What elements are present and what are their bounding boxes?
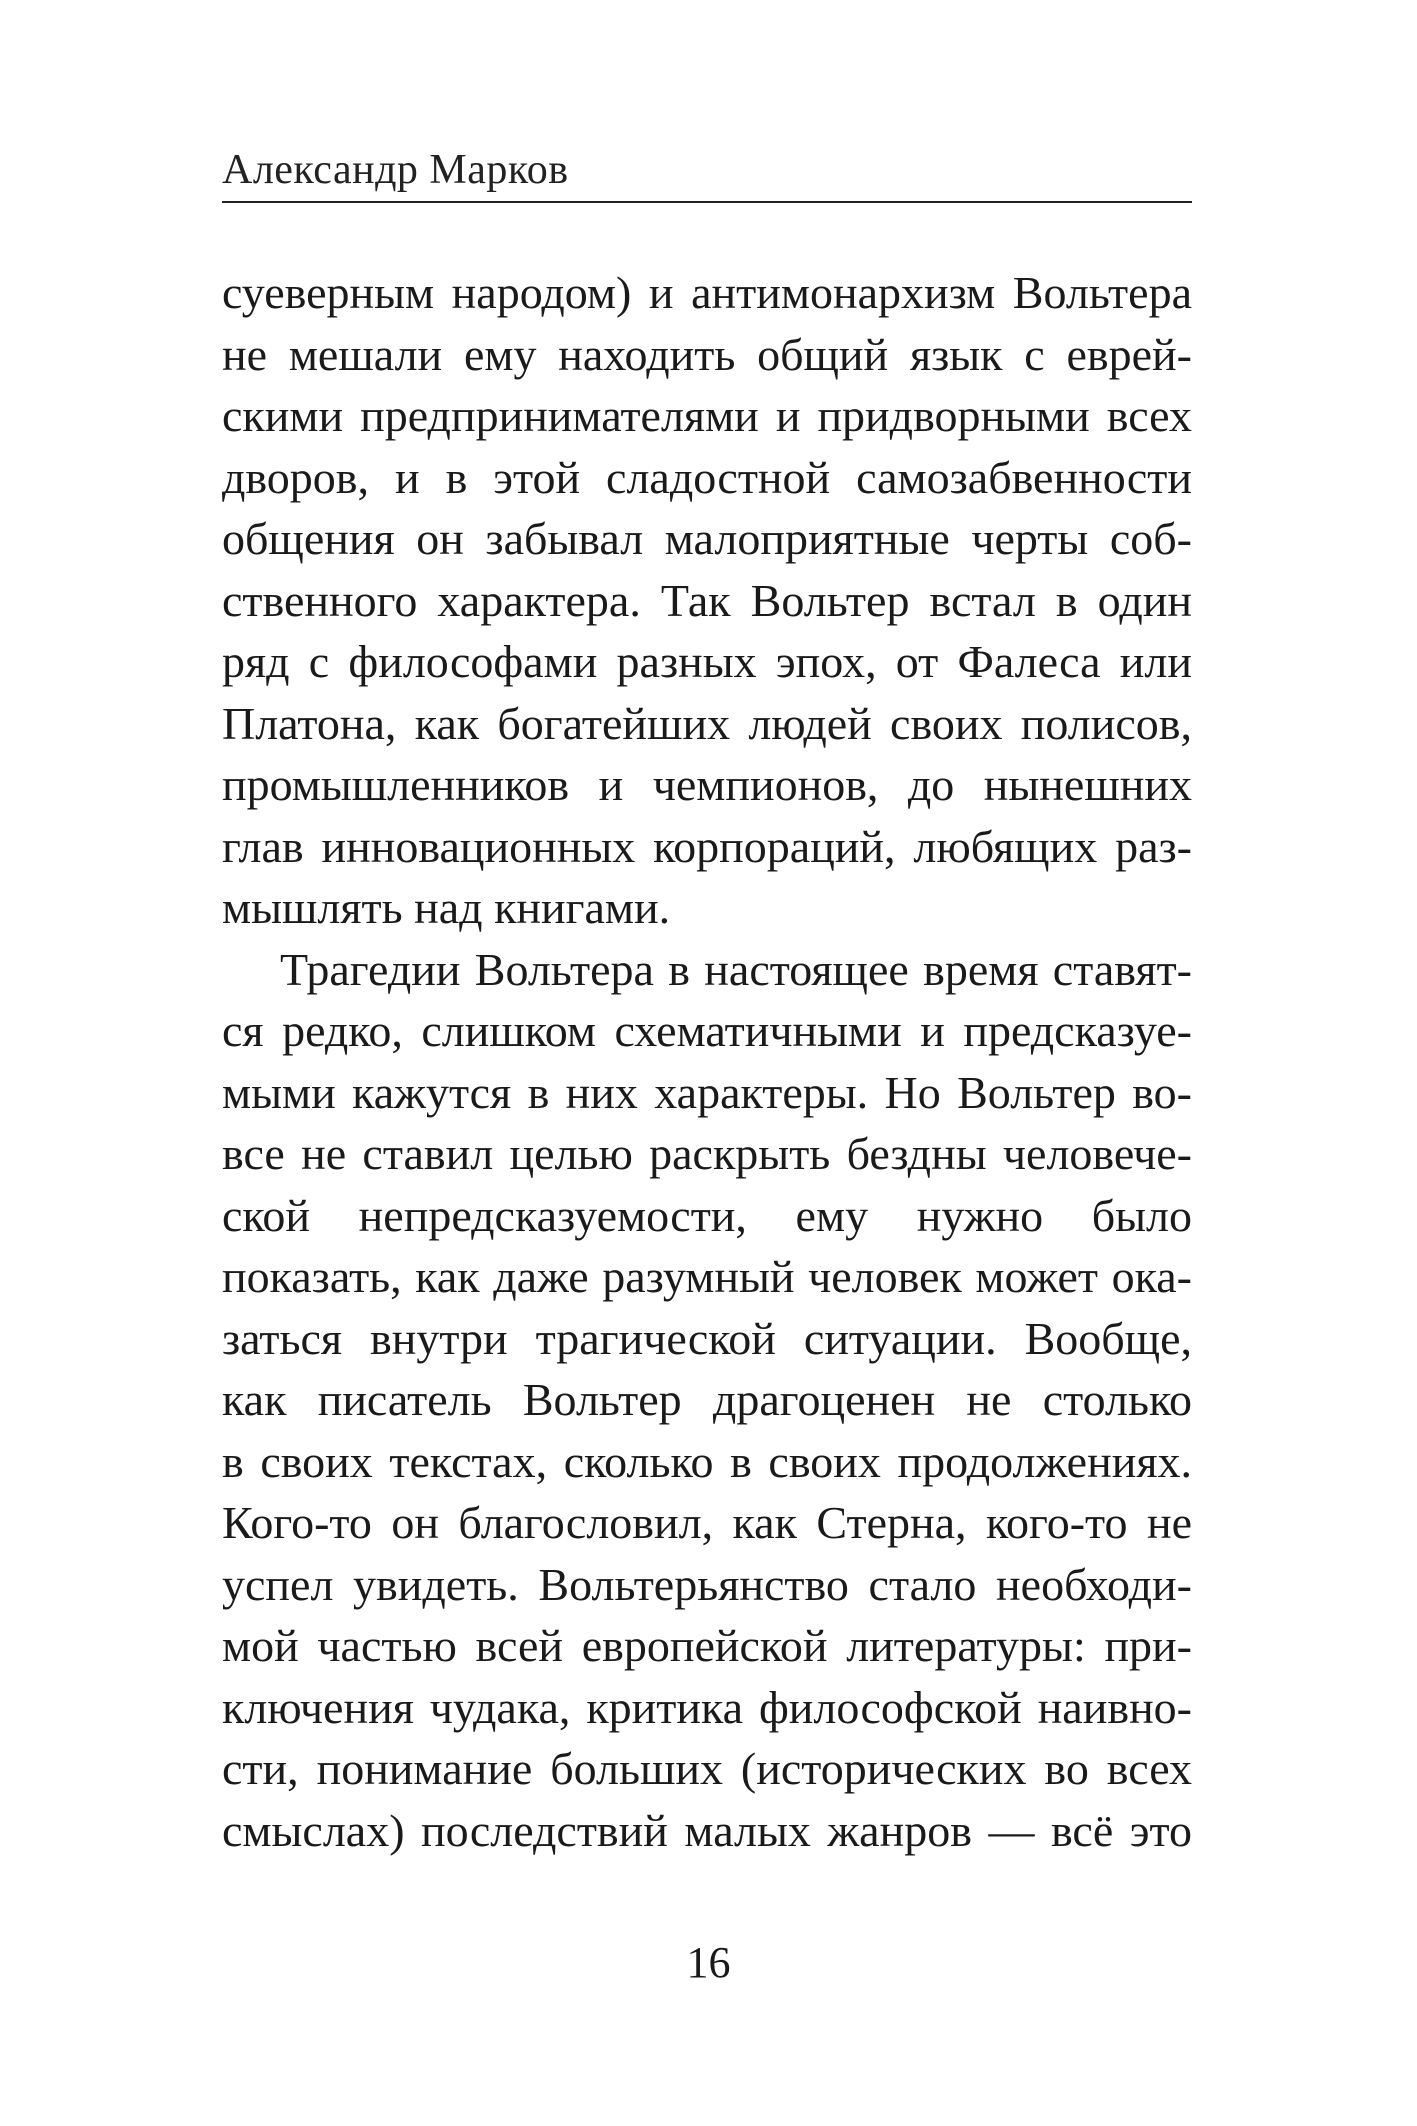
text-line: мыми кажутся в них характеры. Но Вольтер во-	[222, 1066, 1192, 1118]
text-line: сти, понимание больших (исторических во всех	[222, 1743, 1192, 1794]
text-line: показать, как даже разумный человек может ока-	[222, 1251, 1192, 1302]
text-line: Трагедии Вольтера в настоящее время ставят-	[280, 943, 1192, 995]
text-line: Платона, как богатейших людей своих полисов,	[222, 697, 1192, 749]
text-line: не мешали ему находить общий язык с еврей-	[222, 328, 1192, 380]
text-line: в своих текстах, сколько в своих продолжениях.	[222, 1435, 1192, 1487]
page-number: 16	[686, 1938, 731, 1987]
text-line: ряд с философами разных эпох, от Фалеса или	[222, 636, 1192, 687]
text-line: промышленников и чемпионов, до нынешних	[222, 759, 1192, 810]
text-line: смыслах) последствий малых жанров — всё это	[222, 1804, 1192, 1856]
text-line: Кого-то он благословил, как Стерна, кого-то не	[222, 1497, 1192, 1548]
text-line: общения он забывал малоприятные черты соб-	[222, 513, 1192, 564]
text-line: ственного характера. Так Вольтер встал в один	[222, 574, 1192, 626]
text-line: ключения чудака, критика философской наивно-	[222, 1681, 1192, 1733]
text-line: ся редко, слишком схематичными и предсказуе-	[222, 1005, 1192, 1056]
text-line: глав инновационных корпораций, любящих раз-	[222, 820, 1192, 872]
header-rule	[222, 201, 1192, 203]
text-line: как писатель Вольтер драгоценен не столько	[222, 1374, 1192, 1425]
text-line: все не ставил целью раскрыть бездны человече-	[222, 1128, 1192, 1179]
text-line: мышлять над книгами.	[222, 882, 671, 933]
text-line: дворов, и в этой сладостной самозабвенности	[222, 451, 1192, 503]
text-line: мой частью всей европейской литературы: при-	[222, 1620, 1192, 1671]
text-line: заться внутри трагической ситуации. Вообще,	[222, 1312, 1192, 1364]
text-line: суеверным народом) и антимонархизм Вольтера	[222, 267, 1192, 318]
text-line: успел увидеть. Вольтерьянство стало необходи-	[222, 1558, 1192, 1610]
text-line: скими предпринимателями и придворными всех	[222, 390, 1192, 441]
text-line: ской непредсказуемости, ему нужно было	[222, 1189, 1192, 1241]
running-header-author: Александр Марков	[222, 147, 569, 193]
body-text	[222, 262, 1192, 1861]
